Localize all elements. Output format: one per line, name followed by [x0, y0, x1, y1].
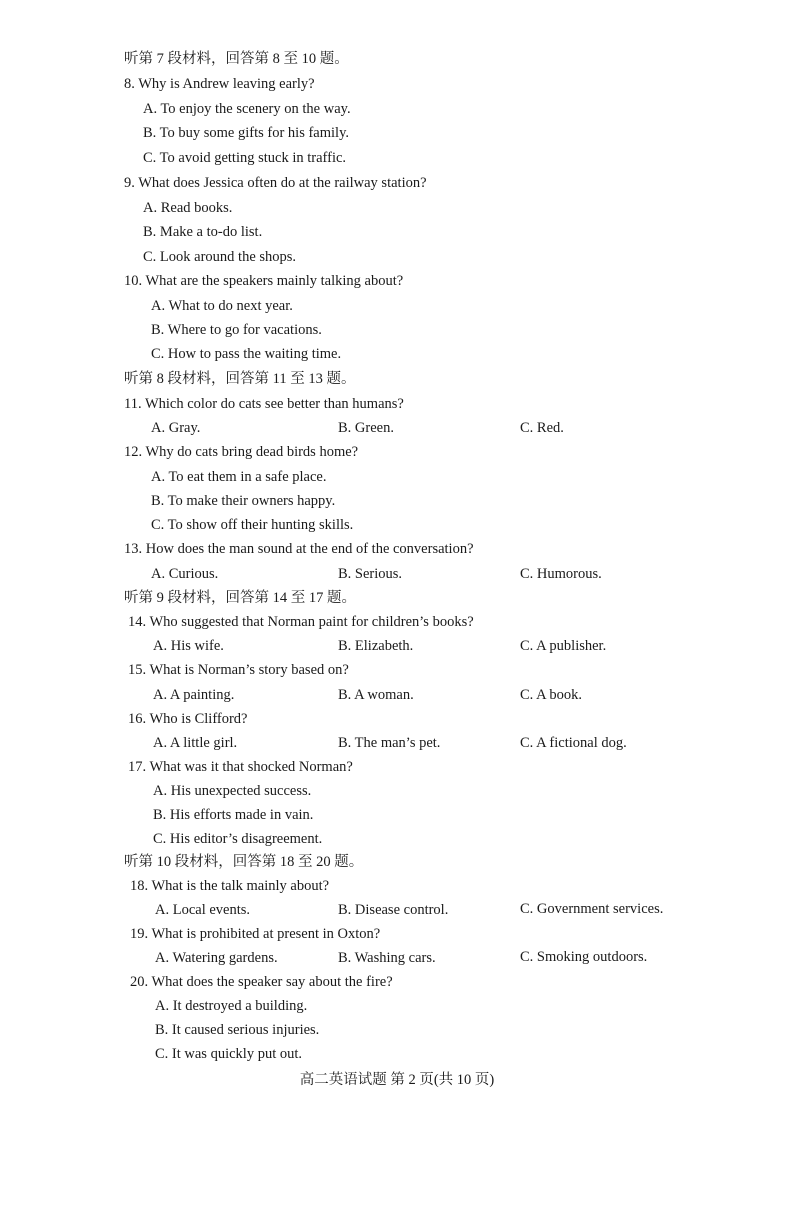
page-footer: 高二英语试题 第 2 页(共 10 页) [299, 1072, 495, 1088]
option-12c: C. To show off their hunting skills. [151, 517, 354, 533]
option-18a: A. Local events. [155, 902, 251, 918]
option-17a: A. His unexpected success. [153, 783, 312, 799]
option-10a: A. What to do next year. [151, 298, 293, 314]
option-14c: C. A publisher. [520, 638, 607, 654]
question-20: 20. What does the speaker say about the fire? [130, 974, 393, 990]
option-16a: A. A little girl. [153, 735, 238, 751]
option-8a: A. To enjoy the scenery on the way. [143, 101, 351, 117]
option-13a: A. Curious. [151, 566, 219, 582]
question-10: 10. What are the speakers mainly talking about? [124, 273, 404, 289]
option-16b: B. The man’s pet. [338, 735, 441, 751]
option-20c: C. It was quickly put out. [155, 1046, 303, 1062]
question-15: 15. What is Norman’s story based on? [128, 662, 349, 678]
question-9: 9. What does Jessica often do at the railway station? [124, 175, 427, 191]
option-13c: C. Humorous. [520, 566, 602, 582]
option-9b: B. Make a to-do list. [143, 224, 263, 240]
option-19c: C. Smoking outdoors. [520, 949, 648, 965]
option-9a: A. Read books. [143, 200, 233, 216]
option-18c: C. Government services. [520, 901, 664, 917]
option-8c: C. To avoid getting stuck in traffic. [143, 150, 347, 166]
option-9c: C. Look around the shops. [143, 249, 297, 265]
question-18: 18. What is the talk mainly about? [130, 878, 330, 894]
option-14a: A. His wife. [153, 638, 224, 654]
section-heading-10: 听第 10 段材料，回答第 18 至 20 题。 [124, 854, 364, 870]
question-11: 11. Which color do cats see better than humans? [124, 396, 404, 412]
option-13b: B. Serious. [338, 566, 403, 582]
option-20a: A. It destroyed a building. [155, 998, 308, 1014]
section-heading-9: 听第 9 段材料，回答第 14 至 17 题。 [124, 590, 356, 606]
question-17: 17. What was it that shocked Norman? [128, 759, 353, 775]
option-16c: C. A fictional dog. [520, 735, 627, 751]
option-17b: B. His efforts made in vain. [153, 807, 314, 823]
option-10c: C. How to pass the waiting time. [151, 346, 342, 362]
section-heading-8: 听第 8 段材料，回答第 11 至 13 题。 [124, 371, 356, 387]
option-19b: B. Washing cars. [338, 950, 436, 966]
option-11a: A. Gray. [151, 420, 201, 436]
option-17c: C. His editor’s disagreement. [153, 831, 323, 847]
question-13: 13. How does the man sound at the end of the conversation? [124, 541, 474, 557]
option-12a: A. To eat them in a safe place. [151, 469, 327, 485]
option-14b: B. Elizabeth. [338, 638, 414, 654]
option-11b: B. Green. [338, 420, 394, 436]
option-15c: C. A book. [520, 687, 583, 703]
question-12: 12. Why do cats bring dead birds home? [124, 444, 359, 460]
option-12b: B. To make their owners happy. [151, 493, 336, 509]
option-18b: B. Disease control. [338, 902, 449, 918]
option-20b: B. It caused serious injuries. [155, 1022, 320, 1038]
option-19a: A. Watering gardens. [155, 950, 278, 966]
section-heading-7: 听第 7 段材料，回答第 8 至 10 题。 [124, 51, 349, 67]
question-16: 16. Who is Clifford? [128, 711, 248, 727]
question-8: 8. Why is Andrew leaving early? [124, 76, 315, 92]
option-11c: C. Red. [520, 420, 564, 436]
option-15b: B. A woman. [338, 687, 414, 703]
option-8b: B. To buy some gifts for his family. [143, 125, 350, 141]
option-15a: A. A painting. [153, 687, 235, 703]
question-19: 19. What is prohibited at present in Oxton? [130, 926, 381, 942]
option-10b: B. Where to go for vacations. [151, 322, 322, 338]
question-14: 14. Who suggested that Norman paint for children’s books? [128, 614, 474, 630]
